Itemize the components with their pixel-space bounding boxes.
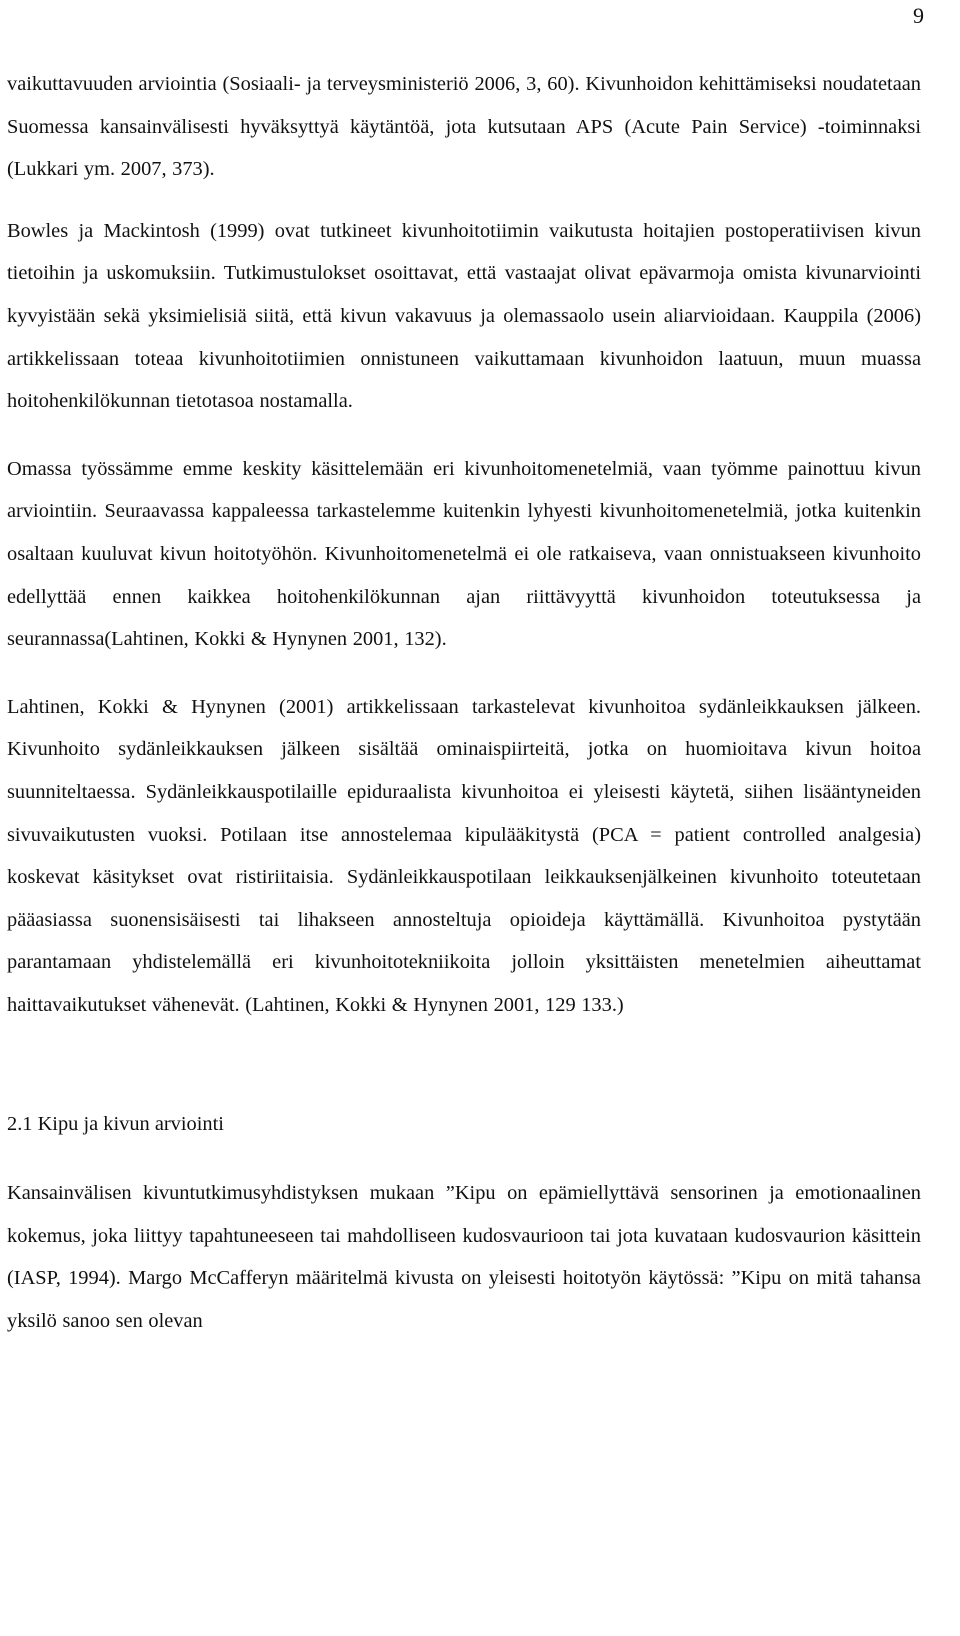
section-paragraph: Kansainvälisen kivuntutkimusyhdistyksen mukaan ”Kipu on epämiellyttävä sensorinen ja emotionaalinen kokemus, joka liittyy tapahtuneeseen tai mahdolliseen kudosvaurioon tai jota kuvataan kudosvaurion käsittein (IASP, 1994). Margo McCafferyn määritelmä kivusta on yleisesti hoitotyön käytössä: ”Kipu on mitä tahansa yksilö sanoo sen olevan bbox=[7, 1182, 921, 1332]
paragraph-4: Lahtinen, Kokki & Hynynen (2001) artikkelissaan tarkastelevat kivunhoitoa sydänleikkauksen jälkeen. Kivunhoito sydänleikkauksen jälkeen sisältää ominaispiirteitä, jotka on huomioitava kivun hoitoa suunniteltaessa. Sydänleikkauspotilaille epiduraalista kivunhoitoa ei yleisesti käytetä, siihen lisääntyneiden sivuvaikutusten vuoksi. Potilaan itse annostelemaa kipulääkitystä (PCA = patient controlled analgesia) koskevat käsitykset ovat ristiriitaisia. Sydänleikkauspotilaan leikkauksenjälkeinen kivunhoito toteutetaan pääasiassa suonensisäisesti tai lihakseen annosteltuja opioideja käyttämällä. Kivunhoitoa pystytään parantamaan yhdistelemällä eri kivunhoitotekniikoita jolloin yksittäisten menetelmien aiheuttamat haittavaikutukset vähenevät. (Lahtinen, Kokki & Hynynen 2001, 129 133.) bbox=[7, 695, 921, 1016]
document-body bbox=[7, 63, 921, 1342]
paragraph-1: vaikuttavuuden arviointia (Sosiaali- ja terveysministeriö 2006, 3, 60). Kivunhoidon kehittämiseksi noudatetaan Suomessa kansainvälisesti hyväksyttyä käytäntöä, jota kutsutaan APS (Acute Pain Service) -toiminnaksi (Lukkari ym. 2007, 373). bbox=[7, 73, 921, 181]
page-number: 9 bbox=[913, 3, 924, 28]
paragraph-2: Bowles ja Mackintosh (1999) ovat tutkineet kivunhoitotiimin vaikutusta hoitajien postoperatiivisen kivun tietoihin ja uskomuksiin. Tutkimustulokset osoittavat, että vastaajat olivat epävarmoja omista kivunarviointi kyvyistään sekä yksimielisiä siitä, että kivun vakavuus ja olemassaolo usein aliarvioidaan. Kauppila (2006) artikkelissaan toteaa kivunhoitotiimien onnistuneen vaikuttamaan kivunhoidon laatuun, muun muassa hoitohenkilökunnan tietotasoa nostamalla. bbox=[7, 219, 921, 413]
section-heading: 2.1 Kipu ja kivun arviointi bbox=[7, 1113, 224, 1136]
paragraph-3: Omassa työssämme emme keskity käsittelemään eri kivunhoitomenetelmiä, vaan työmme painottuu kivun arviointiin. Seuraavassa kappaleessa tarkastelemme kuitenkin lyhyesti kivunhoitomenetelmiä, jotka kuitenkin osaltaan kuuluvat kivun hoitotyöhön. Kivunhoitomenetelmä ei ole ratkaiseva, vaan onnistuakseen kivunhoito edellyttää ennen kaikkea hoitohenkilökunnan ajan riittävyyttä kivunhoidon toteutuksessa ja seurannassa(Lahtinen, Kokki & Hynynen 2001, 132). bbox=[7, 457, 921, 651]
